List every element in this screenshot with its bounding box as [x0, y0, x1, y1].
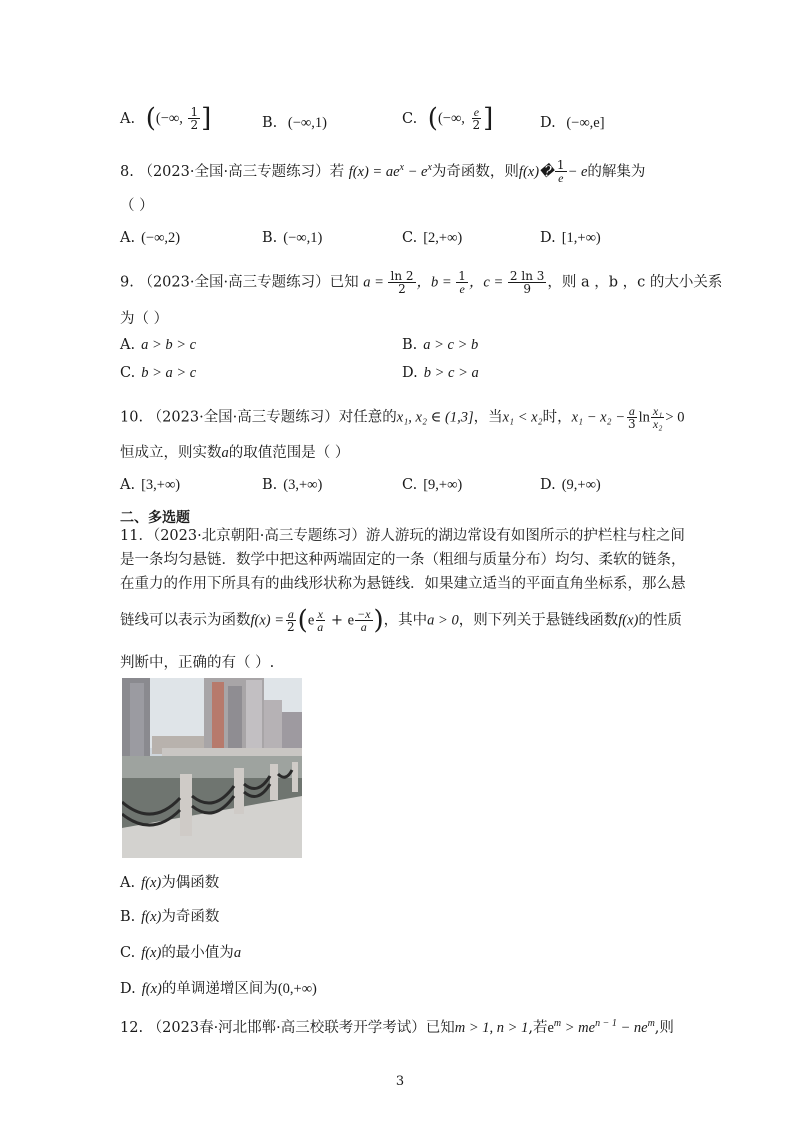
q8-mid: 为奇函数，则 [431, 163, 519, 180]
q12-mid: ,若 [528, 1019, 548, 1036]
q11-line4: 链线可以表示为函数f(x) = $\frac{a}{2}$ (e $\frac{x}{a}$ + e $\frac{-x}{a}$ )，其中a > 0，则下列关于悬链线函数f(x)的性质 [120, 605, 682, 636]
q8-a-label: A. [120, 230, 136, 246]
q10-d-label: D. [540, 477, 556, 493]
q7-b-value: (−∞,1) [287, 115, 327, 131]
q10-option-d [540, 474, 601, 496]
q8-frac-den: e [558, 171, 564, 186]
q9-option-a [120, 334, 196, 356]
q7-option-a: A. ((−∞, $\frac{1}{2}$ ] [120, 103, 212, 134]
q10-expr: x₁ − x₂ − [571, 409, 625, 426]
q8-rhs: − e [567, 163, 588, 180]
q10-b-label: B. [262, 477, 278, 493]
q11-b-fx: f(x) [141, 909, 162, 925]
q7-a-den: 2 [190, 118, 199, 132]
q12-stem [120, 1013, 674, 1039]
q7-a-label: A. [120, 110, 136, 127]
q10-a-value: [3,+∞) [141, 477, 181, 493]
q7-c-num: e [473, 105, 480, 119]
q7-a-fraction [188, 106, 200, 131]
q12-exp-m2: m [647, 1018, 655, 1029]
q8-inequality: f(x)� [518, 163, 554, 180]
q8-fraction [555, 159, 567, 184]
q8-c-value: [2,+∞) [423, 230, 463, 246]
q10-x-fraction [651, 405, 665, 430]
q8-number: 8. [120, 163, 134, 180]
q12-exp-n1: n − 1 [595, 1018, 617, 1029]
q11-exp2 [355, 608, 372, 633]
q8-tail: 的解集为 [587, 163, 646, 180]
q9-b-num: 1 [458, 269, 466, 283]
q11-d-text: 的单调递增区间为 [161, 981, 278, 997]
q10-c-label: C. [402, 477, 418, 493]
q10-d-value: (9,+∞) [561, 477, 601, 493]
q11-line4d: 的性质 [638, 612, 682, 629]
q7-c-open: (−∞, [437, 110, 465, 127]
q9-b-eq: ，b = [416, 274, 456, 291]
q9-option-b [402, 334, 478, 356]
q9-c-fraction [508, 270, 546, 295]
q9-b-fraction [456, 270, 468, 295]
q10-a-fraction [626, 405, 638, 430]
q11-line4b: ，其中 [383, 612, 428, 629]
q7-a-open: (−∞, [155, 110, 183, 127]
q11-a-text: 为偶函数 [161, 875, 220, 891]
q12-number: 12. [120, 1019, 144, 1036]
q11-option-c [120, 942, 241, 964]
q10-a-den: 3 [628, 417, 636, 431]
q8-option-b [262, 227, 322, 249]
q8-c-label: C. [402, 230, 418, 246]
q12-gt: > me [561, 1019, 596, 1036]
q9-stem [120, 270, 722, 295]
q8-exp1: x [399, 162, 404, 173]
q11-option-d [120, 978, 317, 1000]
q10-x-den: x₂ [652, 417, 663, 431]
q11-plus: + [326, 612, 348, 629]
page-number: 3 [395, 1074, 405, 1089]
q7-option-b [262, 112, 327, 134]
q11-e1: e [307, 612, 315, 629]
q9-tail: ，则 a ，b ，c 的大小关系 [547, 274, 723, 291]
q10-stem-line2 [120, 442, 349, 464]
q11-exp1-den: a [317, 620, 324, 634]
q9-source: （2023·全国·高三专题练习）已知 [138, 274, 359, 291]
q9-c-num: 2 ln 3 [509, 269, 545, 283]
q10-ln: ln [638, 409, 650, 426]
q10-gt: > 0 [665, 409, 685, 426]
q8-source: （2023·全国·高三专题练习）若 [138, 163, 345, 180]
q11-line1: 11．（2023·北京朝阳·高三专题练习）游人游玩的湖边常设有如图所示的护栏柱与柱之间 [120, 528, 685, 544]
q7-c-close: ] [483, 103, 494, 134]
q11-line4a: 链线可以表示为函数 [120, 612, 251, 629]
q10-mid: ，当 [473, 409, 503, 426]
q10-condition2: x₁ < x₂ [502, 409, 543, 426]
q11-line4c: ，则下列关于悬链线函数 [458, 612, 619, 629]
q10-source: （2023·全国·高三专题练习）对任意的 [147, 409, 397, 426]
q9-b-label: B. [402, 337, 418, 353]
q11-c-text: 的最小值为 [161, 945, 234, 961]
q11-d-value: (0,+∞) [277, 981, 317, 997]
q10-stem [120, 405, 684, 430]
q11-fx: f(x) [618, 612, 639, 629]
q9-option-c [120, 362, 196, 384]
q10-a-label: A. [120, 477, 136, 493]
q8-minus: − e [403, 163, 428, 180]
q9-a-value: a > b > c [141, 337, 197, 353]
q7-d-value: (−∞,e] [566, 115, 605, 131]
q8-b-value: (−∞,1) [283, 230, 323, 246]
q10-x-num: x₁ [652, 404, 663, 418]
q11-d-label: D. [120, 981, 136, 997]
q10-line2b: 的取值范围是（ ） [228, 445, 350, 461]
q9-option-d [402, 362, 479, 384]
lakeside-railing-photo [122, 678, 302, 858]
q7-c-fraction [471, 106, 483, 131]
q9-c-den: 9 [523, 282, 531, 296]
q9-c-value: b > a > c [141, 365, 197, 381]
q10-line2a: 恒成立，则实数 [120, 445, 222, 461]
q10-var: a [221, 445, 229, 461]
q12-e: e [547, 1019, 554, 1036]
q9-a-fraction [388, 270, 415, 295]
q11-option-b [120, 906, 219, 928]
q11-a-den: 2 [287, 620, 295, 634]
q9-b-den: e [459, 282, 465, 296]
q11-d-fx: f(x) [141, 981, 162, 997]
q12-source: （2023春·河北邯郸·高三校联考开学考试）已知 [147, 1019, 455, 1036]
q8-stem [120, 157, 645, 184]
q12-exp-m: m [553, 1018, 562, 1029]
q11-line3: 在重力的作用下所具有的曲线形状称为悬链线．如果建立适当的平面直角坐标系，那么悬 [120, 576, 686, 592]
q10-option-b [262, 474, 322, 496]
q12-minus: − ne [616, 1019, 648, 1036]
q10-mid2: 时， [542, 409, 572, 426]
q8-d-label: D. [540, 230, 556, 246]
q7-a-close: ] [201, 103, 212, 134]
q9-c-label: C. [120, 365, 136, 381]
q11-c-label: C. [120, 945, 136, 961]
q8-exp2: x [427, 162, 432, 173]
q7-c-den: 2 [472, 118, 481, 132]
q11-exp1 [315, 608, 325, 633]
q9-d-label: D. [402, 365, 418, 381]
q11-exp2-num: −x [357, 607, 371, 621]
q8-answer-paren: （ ） [120, 198, 154, 214]
q10-c-value: [9,+∞) [423, 477, 463, 493]
q8-b-label: B. [262, 230, 278, 246]
q9-answer-paren: 为（ ） [120, 311, 169, 327]
q8-option-c [402, 227, 462, 249]
q8-option-a [120, 227, 180, 249]
q7-d-label: D. [540, 115, 556, 131]
q11-a-fraction [285, 608, 297, 633]
q11-exp1-num: x [317, 607, 323, 621]
q7-option-c: C. ((−∞, $\frac{e}{2}$ ] [402, 103, 494, 134]
q10-condition: x₁, x₂ ∈ (1,3] [396, 409, 474, 426]
q8-option-d [540, 227, 601, 249]
section-heading-multiple-choice: 二、多选题 [120, 510, 190, 526]
q9-b-value: a > c > b [423, 337, 479, 353]
q11-c-fx: f(x) [141, 945, 162, 961]
q11-exp2-den: a [360, 620, 367, 634]
q11-function: f(x) = [250, 612, 285, 629]
q11-a-label: A. [120, 875, 136, 891]
q9-a-label: A. [120, 337, 136, 353]
q8-frac-num: 1 [556, 158, 565, 173]
q9-a-num: ln 2 [390, 269, 414, 283]
q11-line5: 判断中，正确的有（ ）. [120, 655, 275, 671]
q8-d-value: [1,+∞) [561, 230, 601, 246]
q12-condition: m > 1, n > 1 [454, 1019, 529, 1036]
q9-number: 9. [120, 274, 134, 291]
q8-function: f(x) = ae [348, 163, 400, 180]
q9-d-value: b > c > a [423, 365, 479, 381]
q11-c-value: a [233, 945, 242, 961]
q7-option-d [540, 112, 605, 134]
q11-a-num: a [287, 607, 294, 621]
q12-tail: ,则 [654, 1019, 674, 1036]
q10-option-c [402, 474, 462, 496]
q11-option-a [120, 872, 219, 894]
q11-a-fx: f(x) [141, 875, 162, 891]
q11-b-text: 为奇函数 [161, 909, 220, 925]
q10-b-value: (3,+∞) [283, 477, 323, 493]
q8-a-value: (−∞,2) [141, 230, 181, 246]
q10-a-num: a [628, 404, 635, 418]
q7-b-label: B. [262, 115, 278, 131]
q10-number: 10. [120, 409, 144, 426]
q9-c-eq: ，c = [468, 274, 507, 291]
q11-b-label: B. [120, 909, 136, 925]
q7-c-label: C. [402, 110, 418, 127]
q9-a-den: 2 [398, 282, 406, 296]
q11-condition: a > 0 [427, 612, 459, 629]
q11-e2: e [347, 612, 355, 629]
q11-line2: 是一条均匀悬链．数学中把这种两端固定的一条（粗细与质量分布）均匀、柔软的链条， [120, 552, 686, 568]
q10-option-a [120, 474, 180, 496]
q7-a-num: 1 [190, 105, 199, 119]
q9-a-eq: a = [363, 274, 388, 291]
